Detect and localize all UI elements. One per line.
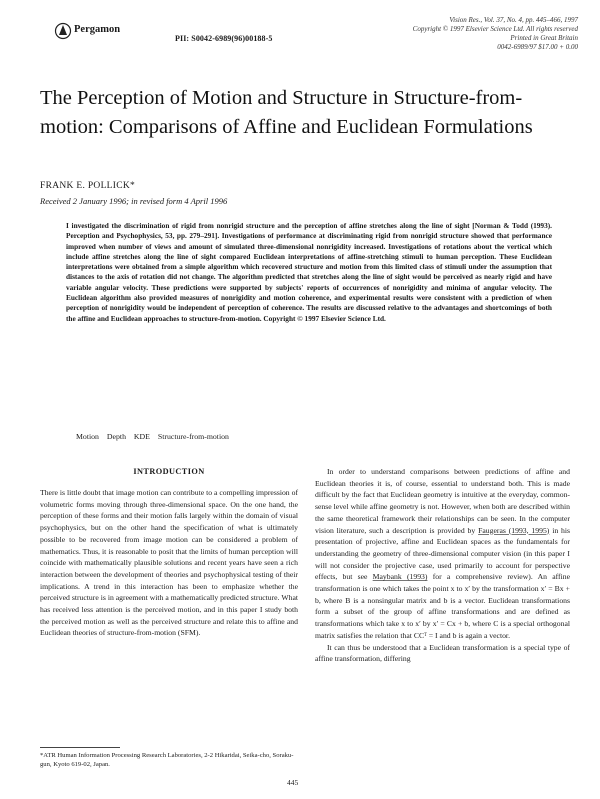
paragraph-text: for a comprehensive review). An affine transformation is one which takes the point x to x′ by the transformation x′ = Bx + b, where B is a nonsingular matrix and b is a vector. Euclidean transformations form a subset of the group of affine transformations and are defined as transformations which take x to x′ by x′ = Cx + b, where C is a special orthogonal matrix satisfies the relation that CCᵀ = I and b is again a vector. [315,572,570,640]
left-column [40,466,298,639]
page-number: 445 [287,778,299,787]
paragraph-text: in his presentation of projective, affine and Euclidean spaces as the fundamentals for understanding the geometry of three-dimensional computer vision (in this paper I will not consider the projective case, used primarily to account for perspective effects, but see [315,525,571,582]
keywords: Motion Depth KDE Structure-from-motion [76,432,229,441]
footnote-divider [40,747,120,748]
journal-line: Printed in Great Britain [510,34,578,42]
journal-info [378,16,578,52]
affine-euclidean-paragraph [315,466,570,642]
journal-line: 0042-6989/97 $17.00 + 0.00 [497,43,578,51]
publisher-block [54,22,124,82]
section-heading-introduction: INTRODUCTION [133,467,205,476]
abstract: I investigated the discrimination of rigid from nonrigid structure and the perception of affine stretches along the line of sight [Norman & Todd (1993). Perception and Psychophysics, 53, pp. 279–291]. Investigations of performance at discriminating rigid from nonrigid structure showed that performance improved when number of views and amount of simulated three-dimensional nonrigidity increased. Investigations of rotations about the vertical which include affine stretches along the line of sight compared Euclidean interpretations of affine-stretching stimuli to human perception. These Euclidean interpretations were obtained from a simple algorithm which recovered structure and motion from this limited class of stimuli under the assumption that distances to the axis of rotation did not change. The algorithm predicted that stretches along the line of sight would be perceived as nearly rigid and have variable angular velocity. These predictions were supported by subjects' reports of occurrences of nonrigidity and minima of angular velocity. The Euclidean algorithm also provided measures of nonrigidity and motion coherence, and experimental results were consistent with a prediction of when perception of nonrigidity would be independent of perception of coherence. The results are discussed relative to the advantages and shortcomings of both the affine and Euclidean approaches to structure-from-motion. Copyright © 1997 Elsevier Science Ltd. [66,221,552,323]
paragraph-text: In order to understand comparisons between predictions of affine and Euclidean theories it is, of course, essential to understand both. This is made difficult by the fact that Euclidean geometry is intuitive at the everyday, common-sense level while affine geometry is not. However, when both are described within the same theoretical framework their relationships can be seen. In the computer vision literature, such a description is provided by [315,467,570,535]
maybank-citation-link[interactable]: Maybank (1993) [372,572,428,582]
faugeras-citation-link[interactable]: Faugeras (1993, 1995) [478,525,550,535]
intro-paragraph: There is little doubt that image motion can contribute to a compelling impression of volumetric forms moving through three-dimensional space. On the one hand, the perception of these forms and their motion falls largely within the domain of visual psychophysics, but on the other hand the specification of what is ultimately possible to be recovered from image motion can be considered a problem of mathematics. Thus, it is reasonable to posit that the limits of human perception will coincide with mathematically plausible solutions and recent years have seen a rich interaction between the development of theories and psychophysical testing of their implications. A trend in this interaction has been to emphasize whether the perceived structure is in agreement with a mathematically predicted structure. What has received less attention is the perceived motion, and in this paper I study both the perceived motion as well as the perceived structure and relate this to affine and Euclidean theories of structure-from-motion (SFM). [40,488,298,638]
publisher-name: Pergamon [74,24,121,35]
journal-line: Copyright © 1997 Elsevier Science Ltd. All rights reserved [412,25,578,33]
author-name: FRANK E. POLLICK* [40,181,136,191]
journal-line: Vision Res., Vol. 37, No. 4, pp. 445–466, 1997 [449,16,578,24]
pii-code: PII: S0042-6989(96)00188-5 [175,34,273,43]
author-affiliation-footnote: *ATR Human Information Processing Research Laboratories, 2-2 Hikaridai, Seika-cho, Soraku-gun, Kyoto 619-02, Japan. [40,752,294,768]
right-column [315,466,570,665]
euclidean-special-case-paragraph: It can thus be understood that a Euclidean transformation is a special type of affine transformation, differing [315,642,570,664]
paper-title: The Perception of Motion and Structure in Structure-from-motion: Comparisons of Affine and Euclidean Formulations [40,87,533,138]
publisher-logo-icon [54,22,72,40]
received-dates: Received 2 January 1996; in revised form 4 April 1996 [40,196,228,206]
